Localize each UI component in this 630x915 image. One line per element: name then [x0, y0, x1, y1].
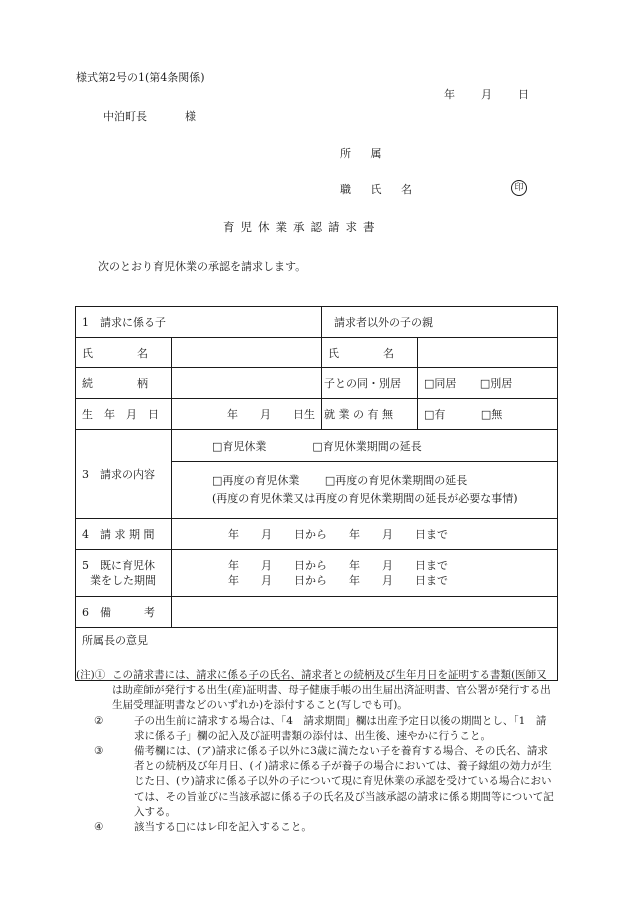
content-label: 3 請求の内容: [76, 430, 172, 519]
table-row: [76, 550, 558, 597]
period-label: 4 請 求 期 間: [76, 519, 172, 550]
cohabit-checkbox-same[interactable]: □同居: [424, 377, 457, 390]
content-checkbox-re-leave[interactable]: □再度の育児休業: [212, 473, 300, 487]
past-period-fields: [172, 550, 558, 597]
employment-checkbox-yes[interactable]: □有: [424, 408, 446, 421]
employment-checkbox-no[interactable]: □無: [480, 408, 503, 421]
addressee: [103, 108, 196, 124]
past-label: 5 既に育児休 業をした期間: [76, 550, 172, 597]
table-row: [76, 430, 558, 519]
content-row-2: [172, 461, 557, 518]
content-note: (再度の育児休業又は再度の育児休業期間の延長が必要な事情): [212, 491, 518, 505]
note-item: ④ 該当する□にはレ印を記入すること。: [76, 820, 554, 835]
date-day: 日: [518, 88, 529, 101]
document-title: 育児休業承認請求書: [223, 220, 381, 234]
period-field[interactable]: 年 月 日から 年 月 日まで: [172, 519, 558, 550]
intro-text: 次のとおり育児休業の承認を請求します。: [98, 260, 307, 273]
addressee-honorific: 様: [185, 110, 196, 123]
child-name-field[interactable]: [172, 338, 322, 368]
table-row: [76, 368, 558, 399]
table-row: [76, 399, 558, 430]
applicant-name-label: 職 氏 名: [340, 183, 420, 196]
table-row: [76, 519, 558, 550]
note-item: ② 子の出生前に請求する場合は、「4 請求期間」欄は出産予定日以後の期間とし、「1 請求に係る子」欄の記入及び証明書類の添付は、出生後、速やかに行うこと。: [76, 714, 554, 744]
request-form-table: [75, 306, 558, 681]
date-month: 月: [481, 88, 492, 101]
note-item: ③ 備考欄には、(ア)請求に係る子以外に3歳に満たない子を養育する場合、その氏名、請求者との続柄及び年月日、(イ)請求に係る子が養子の場合においては、養子縁組の効力が生じた日、(ウ)請求に係る子以外の子について現に育児休業の承認を受けている場合においては、その旨並びに当該承認に係る子の氏名及び当該承認の請求に係る期間等について記入する。: [76, 744, 554, 820]
manager-opinion-label: 所属長の意見: [82, 634, 148, 647]
notes-section: [76, 668, 554, 835]
other-parent-header: 請求者以外の子の親: [322, 307, 558, 338]
content-options: [172, 430, 558, 519]
content-checkbox-re-extension[interactable]: □再度の育児休業期間の延長: [324, 473, 468, 487]
content-checkbox-leave[interactable]: □育児休業: [212, 439, 267, 453]
date-year: 年: [444, 88, 455, 101]
child-header: 1 請求に係る子: [76, 307, 322, 338]
seal-icon: 印: [511, 180, 527, 196]
past-period-field-1[interactable]: 年 月 日から 年 月 日まで: [228, 559, 448, 572]
child-name-label: 氏 名: [76, 338, 172, 368]
employment-label: 就 業 の 有 無: [322, 399, 418, 430]
date-line: [444, 86, 529, 102]
parent-name-label: 氏 名: [322, 338, 418, 368]
cohabit-checkbox-separate[interactable]: □別居: [479, 377, 513, 390]
remarks-field[interactable]: [172, 597, 558, 628]
content-checkbox-extension[interactable]: □育児休業期間の延長: [312, 439, 422, 453]
birth-field[interactable]: 年 月 日生: [172, 399, 322, 430]
cohabit-label: 子との同・別居: [322, 368, 418, 399]
employment-options: [418, 399, 558, 430]
note-text: 備考欄には、(ア)請求に係る子以外に3歳に満たない子を養育する場合、その氏名、請求者との続柄及び年月日、(イ)請求に係る子が養子の場合においては、養子縁組の効力が生じた日、(ウ)請求に係る子以外の子について現に育児休業の承認を受けている場合においては、その旨並びに当該承認に係る子の氏名及び当該承認の請求に係る期間等について記入する。: [134, 745, 554, 818]
table-row: [76, 338, 558, 368]
past-period-field-2[interactable]: 年 月 日から 年 月 日まで: [228, 574, 448, 587]
parent-name-field[interactable]: [418, 338, 558, 368]
form-number: 様式第2号の1(第4条関係): [76, 71, 205, 84]
cohabit-options: [418, 368, 558, 399]
affiliation-label: 所 属: [340, 147, 390, 160]
note-text: 子の出生前に請求する場合は、「4 請求期間」欄は出産予定日以後の期間とし、「1 請求に係る子」欄の記入及び証明書類の添付は、出生後、速やかに行うこと。: [134, 714, 547, 742]
note-text: この請求書には、請求に係る子の氏名、請求者との続柄及び生年月日を証明する書類(医師又は助産師が発行する出生(産)証明書、母子健康手帳の出生届出済証明書、官公署が発行する出生届受理証明書などのいずれか)を添付すること(写しでも可)。: [112, 669, 551, 712]
content-row-1: [172, 431, 557, 461]
relation-label: 続 柄: [76, 368, 172, 399]
table-row: [76, 597, 558, 628]
birth-label: 生 年 月 日: [76, 399, 172, 430]
relation-field[interactable]: [172, 368, 322, 399]
addressee-name: 中泊町長: [103, 110, 147, 123]
remarks-label: 6 備 考: [76, 597, 172, 628]
note-text: 該当する□にはレ印を記入すること。: [134, 821, 312, 834]
table-row: [76, 307, 558, 338]
note-item: (注)① この請求書には、請求に係る子の氏名、請求者との続柄及び生年月日を証明する書類(医師又は助産師が発行する出生(産)証明書、母子健康手帳の出生届出済証明書、官公署が発行する出生届受理証明書などのいずれか)を添付すること(写しでも可)。: [76, 668, 554, 714]
